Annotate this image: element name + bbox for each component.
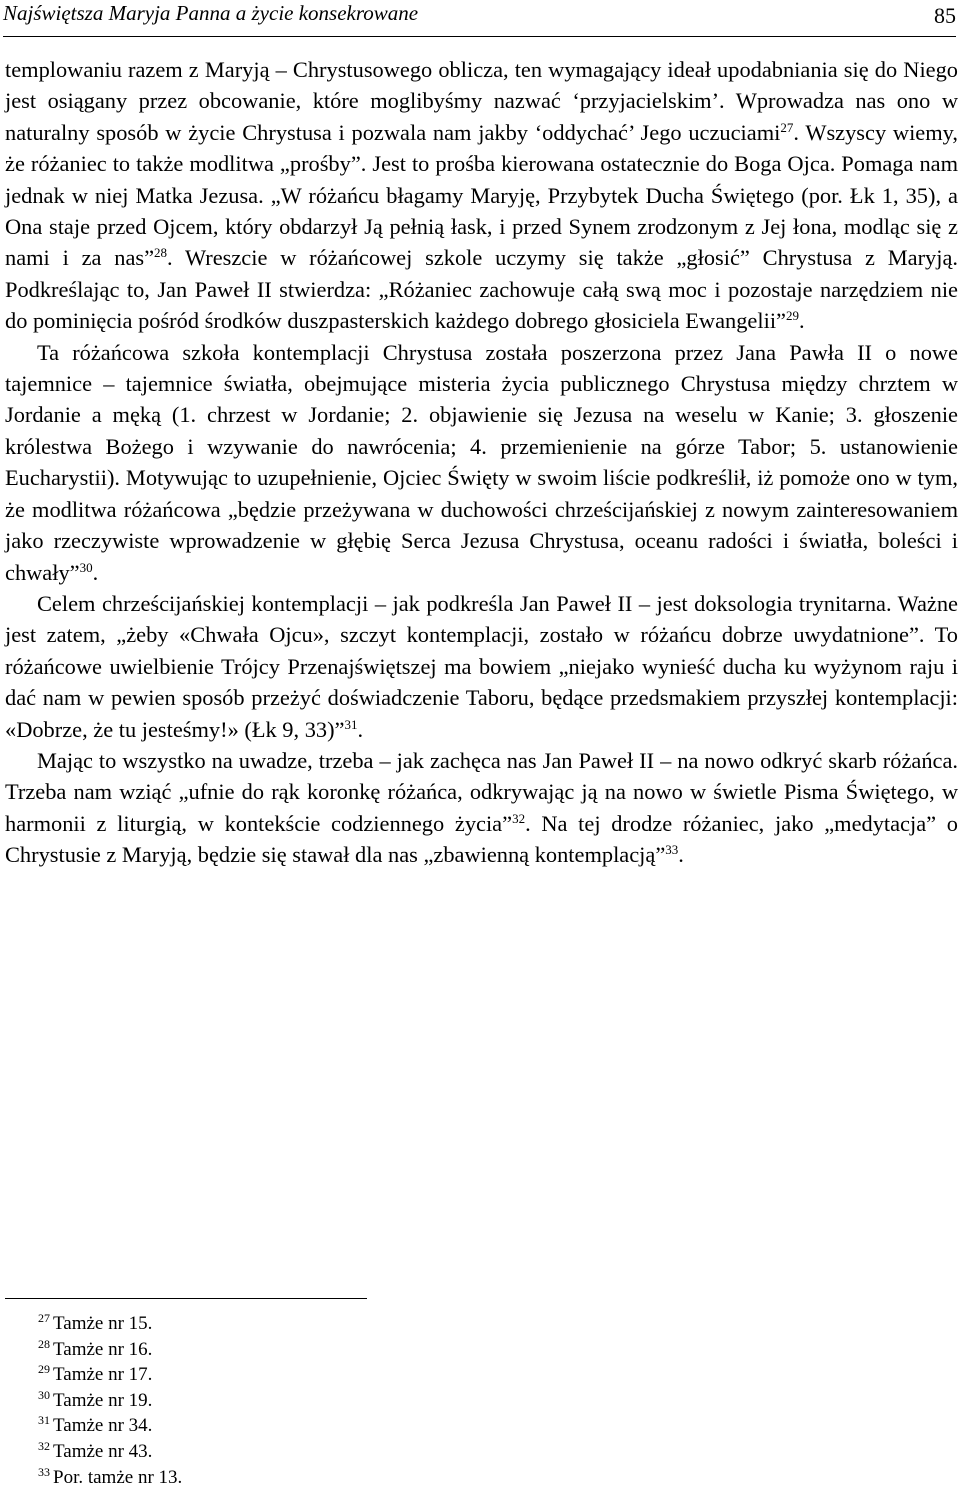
page-number: 85 bbox=[934, 3, 956, 28]
paragraph bbox=[5, 745, 958, 871]
text-run: . bbox=[92, 559, 99, 585]
footnotes bbox=[38, 1311, 182, 1490]
footnote-text: Tamże nr 17. bbox=[53, 1364, 153, 1386]
footnote-text: Tamże nr 43. bbox=[53, 1440, 153, 1462]
footnote bbox=[38, 1337, 182, 1363]
text-run: . Wszyscy wiemy, że różaniec to także modlitwa „prośby”. Jest to prośba kierowana ostatecznie do Boga Ojca. Pomaga nam jednak w niej Matka Jezusa. „W różańcu błagamy Maryję, Przybytek Ducha Świętego (por. Łk 1, 35), a Ona staje przed Ojcem, który obdarzył Ją pełnią łask, i przed Synem zrodzonym z Jej łona, modląc się z nami i za nas” bbox=[5, 119, 958, 271]
footnote bbox=[38, 1439, 182, 1465]
paragraph bbox=[5, 54, 958, 337]
footnote-text: Tamże nr 34. bbox=[53, 1415, 153, 1437]
text-run: . bbox=[678, 842, 684, 868]
footnote-number: 33 bbox=[38, 1464, 50, 1479]
footnote-reference: 31 bbox=[344, 716, 358, 732]
body-text bbox=[5, 54, 958, 871]
text-run: templowaniu razem z Maryją – Chrystusowego oblicza, ten wymagający ideał upodabniania się do Niego jest osiągany przez obcowanie, które moglibyśmy nazwać ‘przyjacielskim’. Wprowadza nas ono w naturalny sposób w życie Chrystusa i pozwala nam jakby ‘oddychać’ Jego uczuciami bbox=[5, 57, 958, 145]
footnote bbox=[38, 1388, 182, 1414]
text-run: . Wreszcie w różańcowej szkole uczymy się także „głosić” Chrystusa z Maryją. Podkreślając to, Jan Paweł II stwierdza: „Różaniec zachowuje całą swą moc i pozostaje narzędziem nie do pominięcia pośród środków duszpasterskich każdego dobrego głosiciela Ewangelii” bbox=[5, 245, 958, 334]
footnote-text: Tamże nr 19. bbox=[53, 1389, 153, 1411]
footnote-number: 31 bbox=[38, 1413, 50, 1428]
footnote bbox=[38, 1362, 182, 1388]
footnote-number: 28 bbox=[38, 1336, 50, 1351]
footnote bbox=[38, 1311, 182, 1337]
footnote-reference: 32 bbox=[512, 810, 526, 826]
text-run: . bbox=[798, 308, 805, 334]
footnote-text: Tamże nr 16. bbox=[53, 1338, 153, 1360]
footnote-text: Por. tamże nr 13. bbox=[53, 1466, 183, 1488]
footnote-reference: 27 bbox=[780, 119, 794, 135]
footnote-number: 27 bbox=[38, 1311, 50, 1325]
footnote-reference: 30 bbox=[79, 559, 93, 575]
paragraph bbox=[5, 588, 958, 745]
text-run: . Na tej drodze różaniec, jako „medytacja” o Chrystusie z Maryją, będzie się stawał dla nas „zbawienną kontemplacją” bbox=[5, 810, 958, 868]
footnote-number: 30 bbox=[38, 1387, 50, 1402]
footnote-reference: 29 bbox=[785, 308, 799, 324]
text-run: Ta różańcowa szkoła kontemplacji Chrystusa została poszerzona przez Jana Pawła II o nowe tajemnice – tajemnice światła, obejmujące misteria życia publicznego Chrystusa między chrztem w Jordanie a męką (1. chrzest w Jordanie; 2. objawienie się Jezusa na weselu w Kanie; 3. głoszenie królestwa Bożego i wzywanie do nawrócenia; 4. przemienienie na górze Tabor; 5. ustanowienie Eucharystii). Motywując to uzupełnienie, Ojciec Święty w swoim liście podkreślił, iż pomoże ono w tym, że modlitwa różańcowa „będzie przeżywana w duchowości chrześcijańskiej z nowym zainteresowaniem jako rzeczywiste wprowadzenie w głębię Serca Jezusa Chrystusa, oceanu radości i światła, boleści i chwały” bbox=[5, 339, 958, 585]
paragraph bbox=[5, 337, 958, 588]
footnote-number: 29 bbox=[38, 1362, 50, 1377]
text-run: Celem chrześcijańskiej kontemplacji – jak podkreśla Jan Paweł II – jest doksologia trynitarna. Ważne jest zatem, „żeby «Chwała Ojcu», szczyt kontemplacji, zostało w różańcu dobrze uwydatnione”. To różańcowe uwielbienie Trójcy Przenajświętszej ma bowiem „niejako wynieść ducha ku wyżynom raju i dać nam w pewien sposób przeżyć doświadczenie Taboru, będące przedsmakiem przyszłej kontemplacji: «Dobrze, że tu jesteśmy!» (Łk 9, 33)” bbox=[5, 590, 958, 742]
text-run: Mając to wszystko na uwadze, trzeba – jak zachęca nas Jan Paweł II – na nowo odkryć skarb różańca. Trzeba nam wziąć „ufnie do rąk koronkę różańca, odkrywając ją na nowo w świetle Pisma Świętego, w harmonii z liturgią, w kontekście codziennego życia” bbox=[5, 747, 958, 836]
footnote-number: 32 bbox=[38, 1438, 50, 1453]
footnote-reference: 33 bbox=[665, 842, 679, 858]
footnote-separator bbox=[5, 1298, 367, 1299]
running-title: Najświętsza Maryja Panna a życie konsekrowane bbox=[3, 1, 419, 25]
footnote-reference: 28 bbox=[154, 245, 168, 261]
footnote-text: Tamże nr 15. bbox=[53, 1313, 153, 1334]
text-run: . bbox=[357, 716, 364, 742]
footnote bbox=[38, 1465, 182, 1491]
running-header bbox=[3, 0, 956, 37]
footnote bbox=[38, 1413, 182, 1439]
